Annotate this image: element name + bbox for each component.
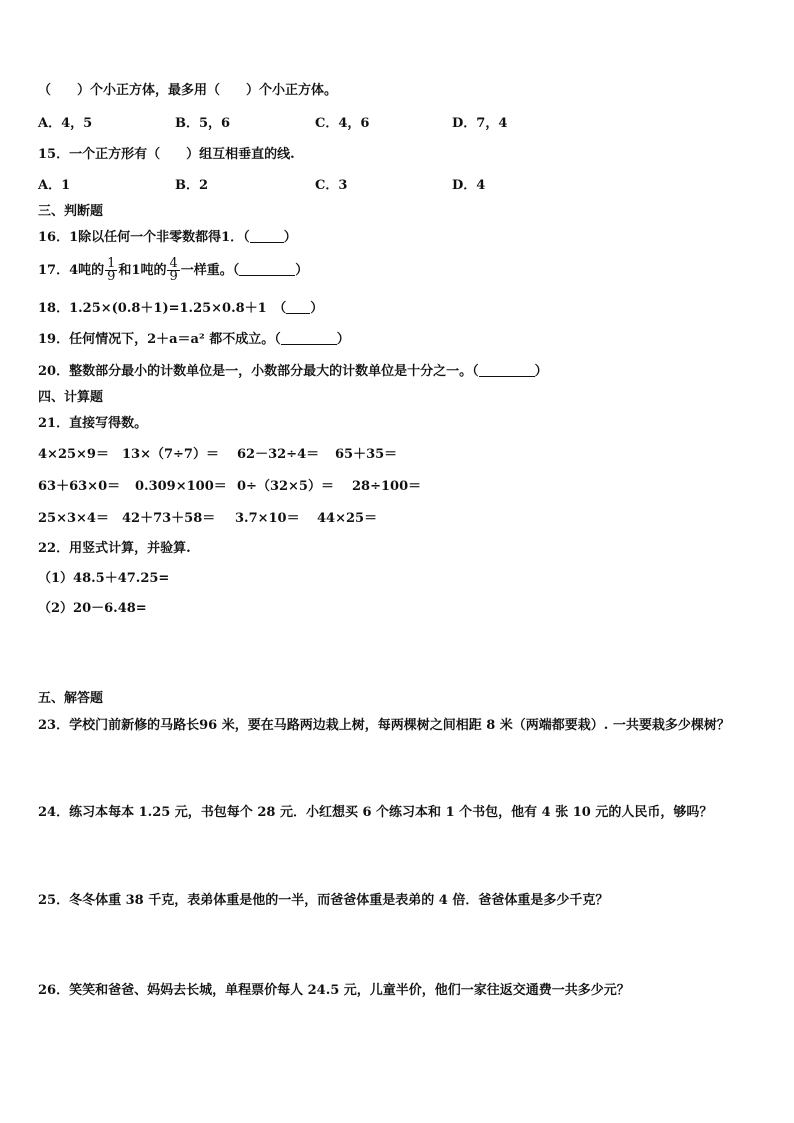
q19-close: ） — [336, 332, 350, 347]
q17-f1-num: 1 — [107, 256, 116, 271]
question-24: 24．练习本每本 1.25 元，书包每个 28 元．小红想买 6 个练习本和 1 个书包，他有 4 张 10 元的人民币，够吗？ — [38, 805, 713, 820]
q21-item: 13×（7÷7）＝ — [122, 447, 219, 462]
q21-item: 25×3×4＝ — [38, 511, 109, 526]
q21-item: 4×25×9＝ — [38, 447, 109, 462]
q21-item: 44×25＝ — [317, 511, 378, 526]
q21-item: 3.7×10＝ — [235, 511, 300, 526]
section-3-heading: 三、判断题 — [38, 204, 104, 219]
q21-item: 0.309×100＝ — [135, 479, 227, 494]
q14-option-d[interactable]: D．7，4 — [452, 116, 508, 131]
q21-item: 63＋63×0＝ — [38, 479, 121, 494]
question-23: 23．学校门前新修的马路长96 米，要在马路两边栽上树，每两棵树之间相距 8 米（两端都要栽）. 一共要栽多少棵树？ — [38, 718, 730, 733]
section-5-heading: 五、解答题 — [38, 691, 104, 706]
q17-post: 一样重。（ — [180, 263, 240, 278]
question-14-tail: （ ）个小正方体，最多用（ ）个小正方体。 — [38, 83, 338, 98]
q17-answer-blank[interactable] — [239, 262, 295, 276]
q22-item-2: （2）20－6.48= — [38, 601, 147, 616]
question-21: 21．直接写得数。 — [38, 416, 148, 431]
q18-answer-blank[interactable] — [286, 300, 310, 314]
q21-item: 62－32÷4＝ — [237, 447, 320, 462]
q16-answer-blank[interactable] — [250, 229, 284, 243]
question-25: 25．冬冬体重 38 千克，表弟体重是他的一半，而爸爸体重是表弟的 4 倍．爸爸体重是多少千克？ — [38, 893, 609, 908]
q16-text: 16．1除以任何一个非零数都得1．（ — [38, 230, 250, 245]
q17-f2-den: 9 — [169, 269, 178, 284]
question-17 — [38, 258, 308, 283]
q20-answer-blank[interactable] — [479, 363, 535, 377]
q17-close: ） — [295, 263, 309, 278]
q14-option-b[interactable]: B．5，6 — [175, 116, 231, 131]
q14-option-c[interactable]: C．4，6 — [315, 116, 370, 131]
question-18 — [38, 300, 323, 318]
q15-option-a[interactable]: A．1 — [38, 178, 71, 193]
q18-text: 18．1.25×(0.8＋1)=1.25×0.8＋1 （ — [38, 301, 287, 316]
q21-item: 65＋35＝ — [335, 447, 398, 462]
question-26: 26．笑笑和爸爸、妈妈去长城，单程票价每人 24.5 元，儿童半价，他们一家往返交通费一共多少元？ — [38, 983, 630, 998]
q17-fraction-1 — [105, 258, 117, 283]
q16-close: ） — [283, 230, 297, 245]
q19-answer-blank[interactable] — [281, 331, 337, 345]
q15-option-b[interactable]: B．2 — [175, 178, 209, 193]
q21-item: 42＋73＋58＝ — [122, 511, 216, 526]
q14-option-a[interactable]: A．4，5 — [38, 116, 93, 131]
q15-option-d[interactable]: D．4 — [452, 178, 486, 193]
question-20 — [38, 363, 548, 381]
q20-text: 20．整数部分最小的计数单位是一，小数部分最大的计数单位是十分之一。（ — [38, 364, 479, 379]
q21-item: 0÷（32×5）＝ — [237, 479, 334, 494]
q18-close: ） — [310, 301, 324, 316]
q17-fraction-2 — [167, 258, 179, 283]
question-19 — [38, 331, 350, 349]
q17-f2-num: 4 — [169, 256, 178, 271]
section-4-heading: 四、计算题 — [38, 390, 104, 405]
q15-option-c[interactable]: C．3 — [315, 178, 348, 193]
q21-item: 28÷100＝ — [352, 479, 422, 494]
q17-f1-den: 9 — [107, 269, 116, 284]
q17-mid: 和1吨的 — [118, 263, 167, 278]
question-16 — [38, 229, 297, 247]
question-22: 22．用竖式计算，并验算. — [38, 541, 191, 556]
q19-text: 19．任何情况下，2＋a＝a² 都不成立。（ — [38, 332, 281, 347]
question-15: 15．一个正方形有（ ）组互相垂直的线. — [38, 147, 295, 162]
q22-item-1: （1）48.5＋47.25= — [38, 571, 170, 586]
q17-pre: 17．4吨的 — [38, 263, 105, 278]
q20-close: ） — [534, 364, 548, 379]
